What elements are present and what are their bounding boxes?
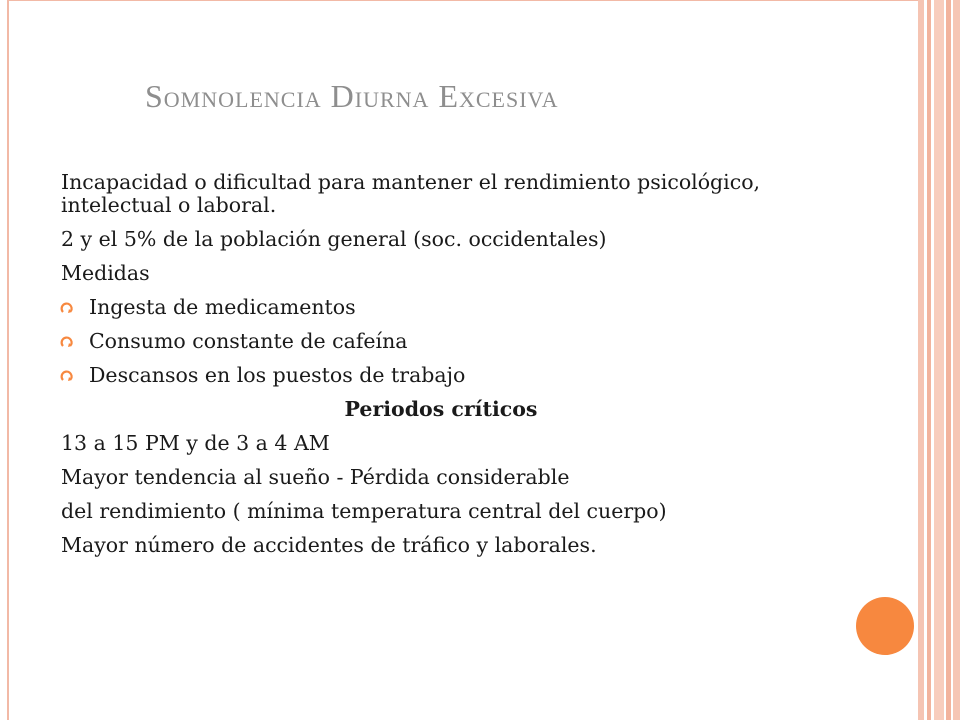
right-decorative-stripes (918, 0, 960, 720)
bullet-item (89, 364, 821, 387)
paragraph-prevalence: 2 y el 5% de la población general (soc. occidentales) (61, 227, 607, 251)
slide-body (61, 171, 821, 568)
circular-arrow-bullet-icon (60, 335, 74, 349)
circular-arrow-bullet-icon (60, 369, 74, 383)
bullet-item (89, 330, 821, 353)
frame-left-border (7, 0, 9, 720)
paragraph-definition: Incapacidad o dificultad para mantener el rendimiento psicológico, intelectual o laboral. (61, 170, 761, 217)
bullet-item (89, 296, 821, 319)
subheading-critical-periods: Periodos críticos (344, 397, 538, 421)
slide-title: Somnolencia Diurna Excesiva (145, 78, 559, 114)
frame-top-border (7, 0, 919, 1)
paragraph-tendency: Mayor tendencia al sueño - Pérdida considerable (61, 465, 570, 489)
bullet-text: Consumo constante de cafeína (89, 329, 408, 353)
bullet-text: Ingesta de medicamentos (89, 295, 356, 319)
paragraph-measures: Medidas (61, 261, 150, 285)
paragraph-accidents: Mayor número de accidentes de tráfico y laborales. (61, 533, 597, 557)
paragraph-hours: 13 a 15 PM y de 3 a 4 AM (61, 431, 330, 455)
orange-circle-decoration (856, 597, 914, 655)
paragraph-performance: del rendimiento ( mínima temperatura central del cuerpo) (61, 499, 667, 523)
bullet-text: Descansos en los puestos de trabajo (89, 363, 466, 387)
circular-arrow-bullet-icon (60, 301, 74, 315)
